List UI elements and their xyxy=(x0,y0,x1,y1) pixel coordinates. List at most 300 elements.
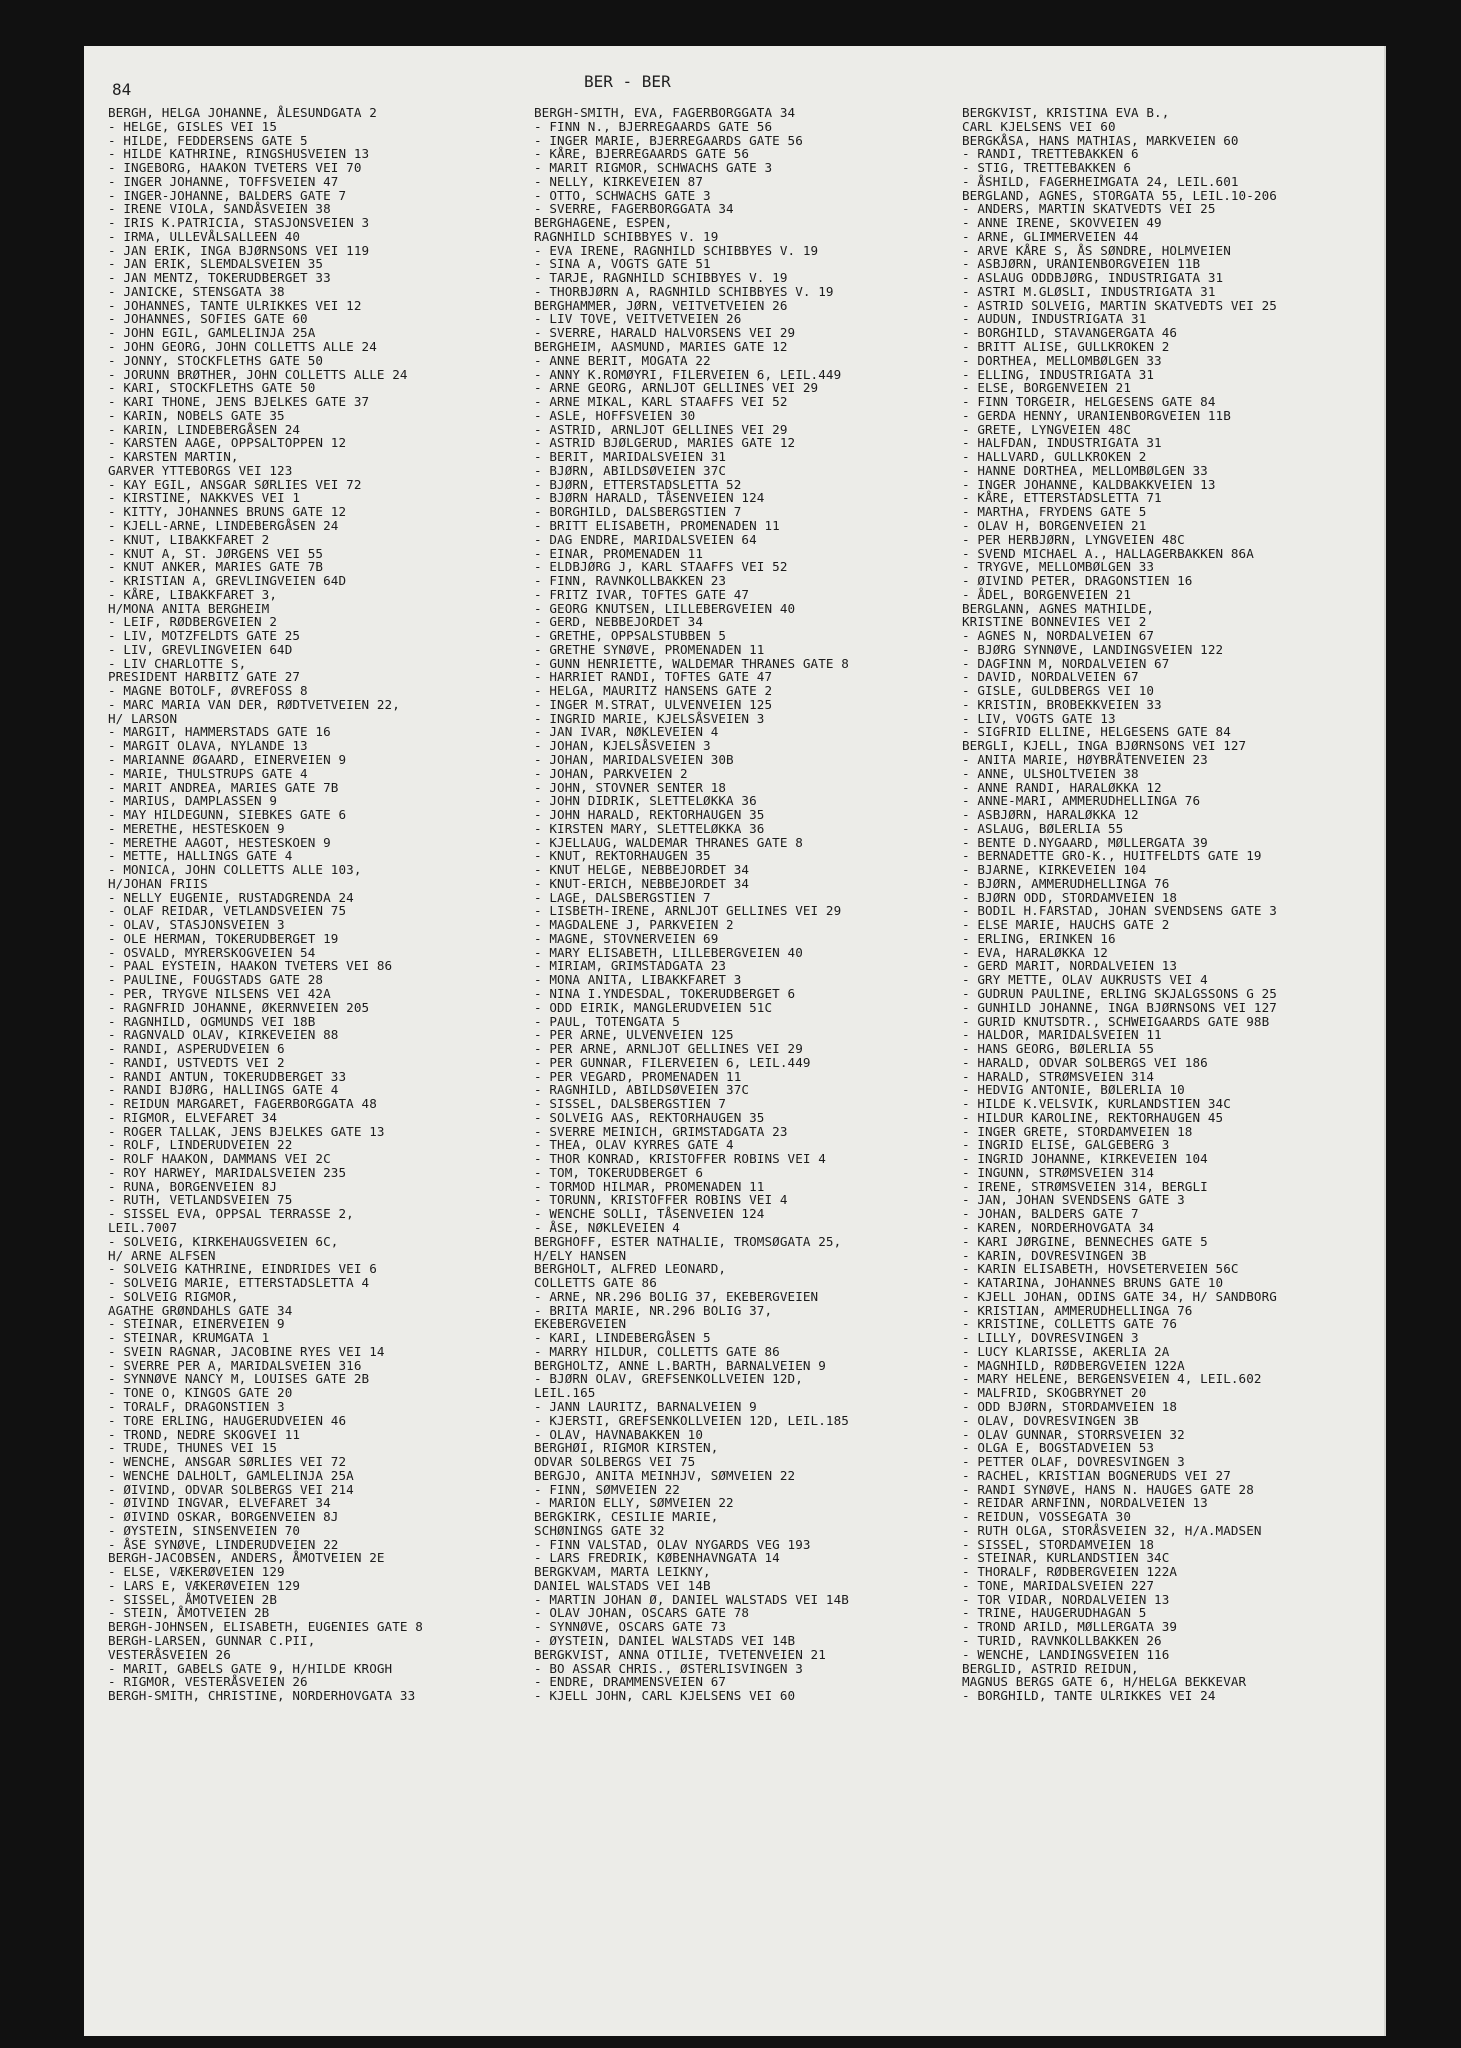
directory-entry-line: - JOHN HARALD, REKTORHAUGEN 35 xyxy=(534,807,765,823)
directory-entry-line: GARVER YTTEBORGS VEI 123 xyxy=(108,462,293,478)
directory-entry-line: - BERNADETTE GRO-K., HUITFELDTS GATE 19 xyxy=(962,848,1262,864)
directory-entry-line: - PER ARNE, ARNLJOT GELLINES VEI 29 xyxy=(534,1041,803,1057)
directory-entry-line: - KARI THONE, JENS BJELKES GATE 37 xyxy=(108,394,370,410)
directory-entry-line: - SINA A, VOGTS GATE 51 xyxy=(534,256,711,272)
directory-entry-line: - KÅRE, LIBAKKFARET 3, xyxy=(108,586,278,602)
directory-entry-line: - JOHN DIDRIK, SLETTELØKKA 36 xyxy=(534,793,757,809)
directory-entry-line: - ÅSE SYNØVE, LINDERUDVEIEN 22 xyxy=(108,1536,339,1552)
directory-entry-line: - EVA, HARALØKKA 12 xyxy=(962,944,1108,960)
directory-entry-line: - LISBETH-IRENE, ARNLJOT GELLINES VEI 29 xyxy=(534,903,842,919)
directory-entry-line: - INGER-JOHANNE, BALDERS GATE 7 xyxy=(108,187,347,203)
directory-entry-line: - INGRID ELISE, GALGEBERG 3 xyxy=(962,1137,1170,1153)
directory-entry-line: - FINN N., BJERREGAARDS GATE 56 xyxy=(534,118,773,134)
directory-entry-line: - KNUT ANKER, MARIES GATE 7B xyxy=(108,559,324,575)
directory-entry-line: - OLAF REIDAR, VETLANDSVEIEN 75 xyxy=(108,903,347,919)
directory-entry-line: - TRINE, HAUGERUDHAGAN 5 xyxy=(962,1605,1147,1621)
directory-entry-line: - NINA I.YNDESDAL, TOKERUDBERGET 6 xyxy=(534,986,796,1001)
directory-entry-line: - BERIT, MARIDALSVEIEN 31 xyxy=(534,449,727,465)
directory-entry-line: - MARTIN JOHAN Ø, DANIEL WALSTADS VEI 14B xyxy=(534,1591,849,1607)
directory-entry-line: - LARS E, VÆKERØVEIEN 129 xyxy=(108,1577,301,1593)
directory-entry-line: - KIRSTEN MARY, SLETTELØKKA 36 xyxy=(534,820,765,836)
directory-entry-line: - BJARNE, KIRKEVEIEN 104 xyxy=(962,862,1147,878)
directory-entry-line: BERGJO, ANITA MEINHJV, SØMVEIEN 22 xyxy=(534,1467,796,1483)
directory-entry-line: H/JOHAN FRIIS xyxy=(108,875,208,891)
directory-entry-line: - JOHN, STOVNER SENTER 18 xyxy=(534,779,727,795)
directory-entry-line: - ENDRE, DRAMMENSVEIEN 67 xyxy=(534,1674,727,1690)
directory-entry-line: - MARIANNE ØGAARD, EINERVEIEN 9 xyxy=(108,751,347,767)
directory-entry-line: - HILDE K.VELSVIK, KURLANDSTIEN 34C xyxy=(962,1096,1231,1112)
directory-entry-line: - RIGMOR, VESTERÅSVEIEN 26 xyxy=(108,1674,308,1690)
directory-entry-line: - KARIN, NOBELS GATE 35 xyxy=(108,407,285,423)
directory-entry-line: - SVEND MICHAEL A., HALLAGERBAKKEN 86A xyxy=(962,545,1254,561)
directory-entry-line: - SISSEL, DALSBERGSTIEN 7 xyxy=(534,1096,727,1112)
directory-entry-line: - ERLING, ERINKEN 16 xyxy=(962,930,1116,946)
directory-entry-line: H/ELY HANSEN xyxy=(534,1247,627,1263)
directory-entry-line: - ANDERS, MARTIN SKATVEDTS VEI 25 xyxy=(962,201,1216,217)
directory-entry-line: H/ ARNE ALFSEN xyxy=(108,1247,216,1263)
directory-entry-line: - TOM, TOKERUDBERGET 6 xyxy=(534,1164,704,1180)
directory-entry-line: - ANNE RANDI, HARALØKKA 12 xyxy=(962,779,1162,795)
directory-entry-line: - INGER JOHANNE, KALDBAKKVEIEN 13 xyxy=(962,476,1216,492)
directory-entry-line: - REIDAR ARNFINN, NORDALVEIEN 13 xyxy=(962,1495,1208,1511)
directory-entry-line: - INGRID MARIE, KJELSÅSVEIEN 3 xyxy=(534,710,765,726)
directory-entry-line: - JOHAN, MARIDALSVEIEN 30B xyxy=(534,751,734,767)
directory-entry-line: - GISLE, GULDBERGS VEI 10 xyxy=(962,683,1155,699)
directory-entry-line: - ODD BJØRN, STORDAMVEIEN 18 xyxy=(962,1398,1178,1414)
directory-entry-line: CARL KJELSENS VEI 60 xyxy=(962,118,1116,134)
directory-entry-line: - JAN IVAR, NØKLEVEIEN 4 xyxy=(534,724,719,740)
directory-entry-line: - GERD, NEBBEJORDET 34 xyxy=(534,614,704,630)
directory-entry-line: - LIV, VOGTS GATE 13 xyxy=(962,710,1116,726)
directory-entry-line: - KNUT-ERICH, NEBBEJORDET 34 xyxy=(534,875,750,891)
directory-entry-line: - STEINAR, KURLANDSTIEN 34C xyxy=(962,1550,1170,1566)
directory-entry-line: - MALFRID, SKOGBRYNET 20 xyxy=(962,1385,1147,1401)
directory-entry-line: - ROLF, LINDERUDVEIEN 22 xyxy=(108,1137,293,1153)
directory-entry-line: - SVERRE, HARALD HALVORSENS VEI 29 xyxy=(534,325,796,341)
directory-entry-line: - TONE O, KINGOS GATE 20 xyxy=(108,1385,293,1401)
directory-entry-line: - KÅRE, ETTERSTADSLETTA 71 xyxy=(962,490,1162,506)
directory-entry-line: - JANN LAURITZ, BARNALVEIEN 9 xyxy=(534,1398,757,1414)
directory-entry-line: - BORGHILD, TANTE ULRIKKES VEI 24 xyxy=(962,1688,1216,1704)
directory-entry-line: - ARNE, GLIMMERVEIEN 44 xyxy=(962,228,1139,244)
directory-entry-line: - ÅSE, NØKLEVEIEN 4 xyxy=(534,1220,680,1236)
directory-entry-line: - ASTRID, ARNLJOT GELLINES VEI 29 xyxy=(534,421,788,437)
directory-entry-line: - STEINAR, EINERVEIEN 9 xyxy=(108,1316,285,1332)
directory-entry-line: - JOHN GEORG, JOHN COLLETTS ALLE 24 xyxy=(108,339,377,355)
directory-entry-line: - PER GUNNAR, FILERVEIEN 6, LEIL.449 xyxy=(534,1054,811,1070)
directory-entry-line: - KARIN ELISABETH, HOVSETERVEIEN 56C xyxy=(962,1261,1239,1277)
directory-entry-line: - LUCY KLARISSE, AKERLIA 2A xyxy=(962,1343,1170,1359)
directory-entry-line: - MONICA, JOHN COLLETTS ALLE 103, xyxy=(108,862,362,878)
directory-entry-line: - HILDE, FEDDERSENS GATE 5 xyxy=(108,132,308,148)
directory-entry-line: - RIGMOR, ELVEFARET 34 xyxy=(108,1109,278,1125)
directory-entry-line: - HELGA, MAURITZ HANSENS GATE 2 xyxy=(534,683,773,699)
directory-entry-line: - ANITA MARIE, HØYBRÅTENVEIEN 23 xyxy=(962,751,1208,767)
directory-entry-line: - KAREN, NORDERHOVGATA 34 xyxy=(962,1220,1155,1236)
directory-entry-line: - MARIT ANDREA, MARIES GATE 7B xyxy=(108,779,339,795)
directory-entry-line: - SOLVEIG KATHRINE, EINDRIDES VEI 6 xyxy=(108,1261,377,1277)
directory-entry-line: - TRUDE, THUNES VEI 15 xyxy=(108,1440,278,1456)
directory-entry-line: BERGH-LARSEN, GUNNAR C.PII, xyxy=(108,1632,316,1648)
directory-entry-line: - FINN VALSTAD, OLAV NYGARDS VEG 193 xyxy=(534,1536,811,1552)
directory-entry-line: - SOLVEIG, KIRKEHAUGSVEIEN 6C, xyxy=(108,1233,339,1249)
directory-entry-line: - BRITT ALISE, GULLKROKEN 2 xyxy=(962,339,1170,355)
directory-entry-line: - NELLY EUGENIE, RUSTADGRENDA 24 xyxy=(108,889,354,905)
directory-entry-line: - ANNE IRENE, SKOVVEIEN 49 xyxy=(962,215,1162,231)
directory-entry-line: - ELSE MARIE, HAUCHS GATE 2 xyxy=(962,917,1170,933)
directory-entry-line: - RUTH, VETLANDSVEIEN 75 xyxy=(108,1192,293,1208)
directory-entry-line: - KRISTINE, COLLETTS GATE 76 xyxy=(962,1316,1178,1332)
directory-entry-line: - PER HERBJØRN, LYNGVEIEN 48C xyxy=(962,531,1185,547)
directory-entry-line: - REIDUN MARGARET, FAGERBORGGATA 48 xyxy=(108,1096,377,1112)
directory-entry-line: - WENCHE, LANDINGSVEIEN 116 xyxy=(962,1646,1170,1662)
directory-entry-line: - MARGIT OLAVA, NYLANDE 13 xyxy=(108,738,308,754)
directory-entry-line: - TOR VIDAR, NORDALVEIEN 13 xyxy=(962,1591,1170,1607)
directory-entry-line: ODVAR SOLBERGS VEI 75 xyxy=(534,1454,696,1470)
directory-entry-line: - HILDE KATHRINE, RINGSHUSVEIEN 13 xyxy=(108,146,370,162)
directory-entry-line: BERGH-JACOBSEN, ANDERS, ÅMOTVEIEN 2E xyxy=(108,1550,385,1566)
directory-entry-line: - GERDA HENNY, URANIENBORGVEIEN 11B xyxy=(962,407,1231,423)
directory-entry-line: - ROY HARWEY, MARIDALSVEIEN 235 xyxy=(108,1164,347,1180)
directory-entry-line: - OLAV, DOVRESVINGEN 3B xyxy=(962,1412,1139,1428)
directory-entry-line: - INGUNN, STRØMSVEIEN 314 xyxy=(962,1164,1155,1180)
directory-entry-line: - MARIUS, DAMPLASSEN 9 xyxy=(108,793,278,809)
directory-entry-line: - INGER MARIE, BJERREGAARDS GATE 56 xyxy=(534,132,803,148)
directory-entry-line: - KJELLAUG, WALDEMAR THRANES GATE 8 xyxy=(534,834,803,850)
directory-entry-line: - JOHAN, KJELSÅSVEIEN 3 xyxy=(534,738,711,754)
directory-entry-line: - GUNN HENRIETTE, WALDEMAR THRANES GATE 8 xyxy=(534,655,849,671)
directory-entry-line: - LAGE, DALSBERGSTIEN 7 xyxy=(534,889,711,905)
directory-entry-line: - KARSTEN MARTIN, xyxy=(108,449,239,465)
directory-entry-line: - KARI, LINDEBERGÅSEN 5 xyxy=(534,1330,711,1346)
directory-entry-line: - MARIE, THULSTRUPS GATE 4 xyxy=(108,765,308,781)
directory-entry-line: - SISSEL, STORDAMVEIEN 18 xyxy=(962,1536,1155,1552)
directory-entry-line: - EVA IRENE, RAGNHILD SCHIBBYES V. 19 xyxy=(534,242,819,258)
directory-entry-line: - KJELL-ARNE, LINDEBERGÅSEN 24 xyxy=(108,517,339,533)
directory-entry-line: - ARNE MIKAL, KARL STAAFFS VEI 52 xyxy=(534,394,788,410)
directory-entry-line: MAGNUS BERGS GATE 6, H/HELGA BEKKEVAR xyxy=(962,1674,1247,1690)
directory-entry-line: - MARTHA, FRYDENS GATE 5 xyxy=(962,504,1147,520)
directory-entry-line: - TORE ERLING, HAUGERUDVEIEN 46 xyxy=(108,1412,347,1428)
directory-entry-line: - ARVE KÅRE S, ÅS SØNDRE, HOLMVEIEN xyxy=(962,242,1231,258)
directory-entry-line: BERGKVIST, KRISTINA EVA B., xyxy=(962,105,1170,120)
directory-entry-line: - ØYSTEIN, DANIEL WALSTADS VEI 14B xyxy=(534,1632,796,1648)
directory-entry-line: - JOHAN, BALDERS GATE 7 xyxy=(962,1206,1139,1222)
directory-entry-line: - HELGE, GISLES VEI 15 xyxy=(108,118,278,134)
directory-entry-line: - OLGA E, BOGSTADVEIEN 53 xyxy=(962,1440,1155,1456)
directory-entry-line: - HALLVARD, GULLKROKEN 2 xyxy=(962,449,1147,465)
directory-entry-line: - HILDUR KAROLINE, REKTORHAUGEN 45 xyxy=(962,1109,1224,1125)
directory-entry-line: - LILLY, DOVRESVINGEN 3 xyxy=(962,1330,1139,1346)
directory-entry-line: - IRENE VIOLA, SANDÅSVEIEN 38 xyxy=(108,201,331,217)
directory-entry-line: - JONNY, STOCKFLETHS GATE 50 xyxy=(108,352,324,368)
directory-page xyxy=(84,46,1386,2036)
directory-entry-line: - ASLAUG, BØLERLIA 55 xyxy=(962,820,1124,836)
directory-entry-line: - BRITT ELISABETH, PROMENADEN 11 xyxy=(534,517,780,533)
directory-entry-line: - OLE HERMAN, TOKERUDBERGET 19 xyxy=(108,930,339,946)
directory-entry-line: PRESIDENT HARBITZ GATE 27 xyxy=(108,669,301,685)
directory-entry-line: - PAAL EYSTEIN, HAAKON TVETERS VEI 86 xyxy=(108,958,393,974)
directory-entry-line: - RANDI, USTVEDTS VEI 2 xyxy=(108,1054,285,1070)
directory-entry-line: - HANNE DORTHEA, MELLOMBØLGEN 33 xyxy=(962,462,1208,478)
directory-entry-line: - INGER M.STRAT, ULVENVEIEN 125 xyxy=(534,696,773,712)
directory-entry-line: - KÅRE, BJERREGAARDS GATE 56 xyxy=(534,146,750,162)
directory-entry-line: - TORALF, DRAGONSTIEN 3 xyxy=(108,1398,285,1414)
directory-entry-line: - OLAV JOHAN, OSCARS GATE 78 xyxy=(534,1605,750,1621)
directory-entry-line: - HALDOR, MARIDALSVEIEN 11 xyxy=(962,1027,1162,1043)
directory-entry-line: - KITTY, JOHANNES BRUNS GATE 12 xyxy=(108,504,347,520)
directory-entry-line: - GRETE, LYNGVEIEN 48C xyxy=(962,421,1132,437)
directory-entry-line: - OLAV, HAVNABAKKEN 10 xyxy=(534,1426,704,1442)
directory-entry-line: - NELLY, KIRKEVEIEN 87 xyxy=(534,173,704,189)
directory-entry-line: EKEBERGVEIEN xyxy=(534,1316,627,1332)
directory-entry-line: BERGH, HELGA JOHANNE, ÅLESUNDGATA 2 xyxy=(108,105,377,120)
directory-entry-line: - SVERRE, FAGERBORGGATA 34 xyxy=(534,201,734,217)
directory-entry-line: - THORALF, RØDBERGVEIEN 122A xyxy=(962,1564,1178,1580)
directory-entry-line: - BJØRN HARALD, TÅSENVEIEN 124 xyxy=(534,490,765,506)
directory-entry-line: - JOHANNES, SOFIES GATE 60 xyxy=(108,311,308,327)
directory-entry-line: - JOHANNES, TANTE ULRIKKES VEI 12 xyxy=(108,297,362,313)
directory-entry-line: - SISSEL EVA, OPPSAL TERRASSE 2, xyxy=(108,1206,354,1222)
directory-entry-line: SCHØNINGS GATE 32 xyxy=(534,1522,665,1538)
directory-entry-line: - KNUT, REKTORHAUGEN 35 xyxy=(534,848,711,864)
directory-entry-line: - RUTH OLGA, STORÅSVEIEN 32, H/A.MADSEN xyxy=(962,1522,1262,1538)
directory-entry-line: - KARI, STOCKFLETHS GATE 50 xyxy=(108,380,316,396)
directory-entry-line: - ØIVIND INGVAR, ELVEFARET 34 xyxy=(108,1495,331,1511)
directory-entry-line: - KNUT A, ST. JØRGENS VEI 55 xyxy=(108,545,324,561)
directory-entry-line: BERGHOLT, ALFRED LEONARD, xyxy=(534,1261,727,1277)
directory-entry-line: - LIV, MOTZFELDTS GATE 25 xyxy=(108,628,301,644)
directory-entry-line: BERGH-SMITH, CHRISTINE, NORDERHOVGATA 33 xyxy=(108,1688,416,1704)
directory-entry-line: - JORUNN BRØTHER, JOHN COLLETTS ALLE 24 xyxy=(108,366,408,382)
directory-entry-line: - ØIVIND PETER, DRAGONSTIEN 16 xyxy=(962,573,1193,589)
directory-entry-line: - WENCHE, ANSGAR SØRLIES VEI 72 xyxy=(108,1454,347,1470)
directory-entry-line: - RAGNHILD, ABILDSØVEIEN 37C xyxy=(534,1082,750,1098)
directory-entry-line: - ØIVIND OSKAR, BORGENVEIEN 8J xyxy=(108,1509,339,1525)
directory-entry-line: - ELSE, VÆKERØVEIEN 129 xyxy=(108,1564,285,1580)
directory-entry-line: - JANICKE, STENSGATA 38 xyxy=(108,283,285,299)
directory-entry-line: - ROGER TALLAK, JENS BJELKES GATE 13 xyxy=(108,1123,385,1139)
directory-column-2 xyxy=(534,106,954,1703)
directory-entry-line: - IRENE, STRØMSVEIEN 314, BERGLI xyxy=(962,1178,1208,1194)
directory-entry-line: - ELDBJØRG J, KARL STAAFFS VEI 52 xyxy=(534,559,788,575)
directory-entry-line: - FINN TORGEIR, HELGESENS GATE 84 xyxy=(962,394,1216,410)
directory-entry-line: - TROND ARILD, MØLLERGATA 39 xyxy=(962,1619,1178,1635)
directory-entry-line: - MARIT RIGMOR, SCHWACHS GATE 3 xyxy=(534,160,773,176)
directory-entry-line: - RUNA, BORGENVEIEN 8J xyxy=(108,1178,278,1194)
directory-entry-line: - METTE, HALLINGS GATE 4 xyxy=(108,848,293,864)
directory-entry-line: BERGHEIM, AASMUND, MARIES GATE 12 xyxy=(534,339,788,355)
directory-entry-line: - TARJE, RAGNHILD SCHIBBYES V. 19 xyxy=(534,270,788,286)
directory-entry-line: - BJØRN ODD, STORDAMVEIEN 18 xyxy=(962,889,1178,905)
directory-entry-line: KRISTINE BONNEVIES VEI 2 xyxy=(962,614,1147,630)
directory-entry-line: - FRITZ IVAR, TOFTES GATE 47 xyxy=(534,586,750,602)
directory-entry-line: - SYNNØVE NANCY M, LOUISES GATE 2B xyxy=(108,1371,370,1387)
directory-entry-line: - TROND, NEDRE SKOGVEI 11 xyxy=(108,1426,301,1442)
directory-entry-line: - RANDI BJØRG, HALLINGS GATE 4 xyxy=(108,1082,339,1098)
directory-entry-line: - ROLF HAAKON, DAMMANS VEI 2C xyxy=(108,1151,331,1167)
directory-column-1 xyxy=(108,106,528,1703)
directory-entry-line: - GURID KNUTSDTR., SCHWEIGAARDS GATE 98B xyxy=(962,1013,1270,1029)
directory-entry-line: - SVEIN RAGNAR, JACOBINE RYES VEI 14 xyxy=(108,1343,385,1359)
directory-entry-line: - PER ARNE, ULVENVEIEN 125 xyxy=(534,1027,734,1043)
directory-entry-line: - RACHEL, KRISTIAN BOGNERUDS VEI 27 xyxy=(962,1467,1231,1483)
directory-entry-line: - SISSEL, ÅMOTVEIEN 2B xyxy=(108,1591,278,1607)
directory-entry-line: - BENTE D.NYGAARD, MØLLERGATA 39 xyxy=(962,834,1208,850)
directory-entry-line: - GRETHE SYNØVE, PROMENADEN 11 xyxy=(534,641,765,657)
directory-entry-line: - KRISTIAN, AMMERUDHELLINGA 76 xyxy=(962,1302,1193,1318)
directory-entry-line: - MARION ELLY, SØMVEIEN 22 xyxy=(534,1495,734,1511)
directory-entry-line: - DAVID, NORDALVEIEN 67 xyxy=(962,669,1139,685)
directory-entry-line: - SYNNØVE, OSCARS GATE 73 xyxy=(534,1619,727,1635)
directory-entry-line: - DORTHEA, MELLOMBØLGEN 33 xyxy=(962,352,1162,368)
directory-entry-line: - KAY EGIL, ANSGAR SØRLIES VEI 72 xyxy=(108,476,362,492)
directory-entry-line: - OLAV GUNNAR, STORRSVEIEN 32 xyxy=(962,1426,1185,1442)
directory-entry-line: - RANDI, TRETTEBAKKEN 6 xyxy=(962,146,1139,162)
directory-entry-line: - KARIN, DOVRESVINGEN 3B xyxy=(962,1247,1147,1263)
directory-entry-line: - IRIS K.PATRICIA, STASJONSVEIEN 3 xyxy=(108,215,370,231)
directory-entry-line: - HARALD, ODVAR SOLBERGS VEI 186 xyxy=(962,1054,1208,1070)
directory-entry-line: - TORUNN, KRISTOFFER ROBINS VEI 4 xyxy=(534,1192,788,1208)
directory-entry-line: - LEIF, RØDBERGVEIEN 2 xyxy=(108,614,278,630)
directory-entry-line: BERGHOLTZ, ANNE L.BARTH, BARNALVEIEN 9 xyxy=(534,1357,826,1373)
directory-entry-line: - JOHN EGIL, GAMLELINJA 25A xyxy=(108,325,316,341)
directory-entry-line: BERGKVIST, ANNA OTILIE, TVETENVEIEN 21 xyxy=(534,1646,826,1662)
directory-entry-line: - JAN, JOHAN SVENDSENS GATE 3 xyxy=(962,1192,1185,1208)
directory-entry-line: - PER, TRYGVE NILSENS VEI 42A xyxy=(108,986,331,1001)
directory-entry-line: - INGER JOHANNE, TOFFSVEIEN 47 xyxy=(108,173,339,189)
directory-entry-line: - LARS FREDRIK, KØBENHAVNGATA 14 xyxy=(534,1550,780,1566)
directory-entry-line: - DAGFINN M, NORDALVEIEN 67 xyxy=(962,655,1170,671)
directory-entry-line: - LIV CHARLOTTE S, xyxy=(108,655,247,671)
directory-entry-line: - TONE, MARIDALSVEIEN 227 xyxy=(962,1577,1155,1593)
directory-entry-line: - KARI JØRGINE, BENNECHES GATE 5 xyxy=(962,1233,1208,1249)
directory-entry-line: - HANS GEORG, BØLERLIA 55 xyxy=(962,1041,1155,1057)
directory-entry-line: - STIG, TRETTEBAKKEN 6 xyxy=(962,160,1132,176)
directory-entry-line: - JAN MENTZ, TOKERUDBERGET 33 xyxy=(108,270,331,286)
directory-entry-line: - HARRIET RANDI, TOFTES GATE 47 xyxy=(534,669,773,685)
directory-entry-line: - GUNHILD JOHANNE, INGA BJØRNSONS VEI 127 xyxy=(962,999,1277,1015)
directory-entry-line: - RAGNFRID JOHANNE, ØKERNVEIEN 205 xyxy=(108,999,370,1015)
directory-entry-line: - TURID, RAVNKOLLBAKKEN 26 xyxy=(962,1632,1162,1648)
directory-entry-line: - BJØRN, ABILDSØVEIEN 37C xyxy=(534,462,727,478)
directory-entry-line: - SOLVEIG RIGMOR, xyxy=(108,1288,239,1304)
directory-entry-line: - SOLVEIG MARIE, ETTERSTADSLETTA 4 xyxy=(108,1275,370,1291)
directory-entry-line: - MERETHE, HESTESKOEN 9 xyxy=(108,820,285,836)
directory-entry-line: - KARIN, LINDEBERGÅSEN 24 xyxy=(108,421,301,437)
directory-entry-line: - MARIT, GABELS GATE 9, H/HILDE KROGH xyxy=(108,1660,393,1676)
directory-entry-line: - ARNE, NR.296 BOLIG 37, EKEBERGVEIEN xyxy=(534,1288,819,1304)
directory-entry-line: - KARSTEN AAGE, OPPSALTOPPEN 12 xyxy=(108,435,347,451)
directory-entry-line: - HARALD, STRØMSVEIEN 314 xyxy=(962,1068,1155,1084)
directory-entry-line: DANIEL WALSTADS VEI 14B xyxy=(534,1577,711,1593)
directory-entry-line: - SVERRE PER A, MARIDALSVEIEN 316 xyxy=(108,1357,362,1373)
directory-entry-line: - MARY HELENE, BERGENSVEIEN 4, LEIL.602 xyxy=(962,1371,1262,1387)
directory-entry-line: - OLAV H, BORGENVEIEN 21 xyxy=(962,517,1147,533)
directory-entry-line: - KRISTIAN A, GREVLINGVEIEN 64D xyxy=(108,573,347,589)
directory-entry-line: - GRY METTE, OLAV AUKRUSTS VEI 4 xyxy=(962,972,1208,988)
directory-entry-line: - DAG ENDRE, MARIDALSVEIEN 64 xyxy=(534,531,757,547)
directory-entry-line: COLLETTS GATE 86 xyxy=(534,1275,657,1291)
directory-entry-line: - RAGNHILD, OGMUNDS VEI 18B xyxy=(108,1013,316,1029)
directory-entry-line: BERGKVAM, MARTA LEIKNY, xyxy=(534,1564,711,1580)
directory-entry-line: H/ LARSON xyxy=(108,710,178,726)
directory-entry-line: - STEINAR, KRUMGATA 1 xyxy=(108,1330,270,1346)
directory-entry-line: - RAGNVALD OLAV, KIRKEVEIEN 88 xyxy=(108,1027,339,1043)
directory-entry-line: - ANNE-MARI, AMMERUDHELLINGA 76 xyxy=(962,793,1201,809)
directory-entry-line: RAGNHILD SCHIBBYES V. 19 xyxy=(534,228,719,244)
directory-entry-line: - MARY ELISABETH, LILLEBERGVEIEN 40 xyxy=(534,944,803,960)
running-head: BER - BER xyxy=(584,72,671,91)
directory-entry-line: - RANDI ANTUN, TOKERUDBERGET 33 xyxy=(108,1068,347,1084)
directory-entry-line: - WENCHE DALHOLT, GAMLELINJA 25A xyxy=(108,1467,354,1483)
directory-entry-line: - BORGHILD, STAVANGERGATA 46 xyxy=(962,325,1178,341)
directory-entry-line: - ANNY K.ROMØYRI, FILERVEIEN 6, LEIL.449 xyxy=(534,366,842,382)
directory-entry-line: - BORGHILD, DALSBERGSTIEN 7 xyxy=(534,504,742,520)
directory-entry-line: - THORBJØRN A, RAGNHILD SCHIBBYES V. 19 xyxy=(534,283,834,299)
directory-entry-line: - MAGDALENE J, PARKVEIEN 2 xyxy=(534,917,734,933)
directory-entry-line: - ELLING, INDUSTRIGATA 31 xyxy=(962,366,1155,382)
directory-entry-line: BERGH-JOHNSEN, ELISABETH, EUGENIES GATE 8 xyxy=(108,1619,423,1635)
directory-entry-line: H/MONA ANITA BERGHEIM xyxy=(108,600,270,616)
directory-entry-line: - REIDUN, VOSSEGATA 30 xyxy=(962,1509,1132,1525)
directory-entry-line: - KNUT, LIBAKKFARET 2 xyxy=(108,531,270,547)
page-number: 84 xyxy=(112,80,132,99)
directory-entry-line: - ØIVIND, ODVAR SOLBERGS VEI 214 xyxy=(108,1481,354,1497)
directory-entry-line: - PETTER OLAF, DOVRESVINGEN 3 xyxy=(962,1454,1185,1470)
directory-entry-line: - MIRIAM, GRIMSTADGATA 23 xyxy=(534,958,727,974)
directory-entry-line: LEIL.165 xyxy=(534,1385,596,1401)
directory-entry-line: - JAN ERIK, SLEMDALSVEIEN 35 xyxy=(108,256,324,272)
directory-entry-line: - LIV, GREVLINGVEIEN 64D xyxy=(108,641,293,657)
directory-entry-line: - BJØRN OLAV, GREFSENKOLLVEIEN 12D, xyxy=(534,1371,803,1387)
directory-entry-line: - KRISTIN, BROBEKKVEIEN 33 xyxy=(962,696,1162,712)
directory-entry-line: - SIGFRID ELLINE, HELGESENS GATE 84 xyxy=(962,724,1231,740)
directory-entry-line: - INGEBORG, HAAKON TVETERS VEI 70 xyxy=(108,160,362,176)
directory-entry-line: AGATHE GRØNDAHLS GATE 34 xyxy=(108,1302,293,1318)
directory-entry-line: - GERD MARIT, NORDALVEIEN 13 xyxy=(962,958,1178,974)
directory-entry-line: - BJØRG SYNNØVE, LANDINGSVEIEN 122 xyxy=(962,641,1224,657)
directory-entry-line: BERGLID, ASTRID REIDUN, xyxy=(962,1660,1139,1676)
directory-entry-line: - OLAV, STASJONSVEIEN 3 xyxy=(108,917,285,933)
directory-entry-line: - ODD EIRIK, MANGLERUDVEIEN 51C xyxy=(534,999,773,1015)
directory-entry-line: - AUDUN, INDUSTRIGATA 31 xyxy=(962,311,1147,327)
directory-entry-line: - OSVALD, MYRERSKOGVEIEN 54 xyxy=(108,944,316,960)
directory-entry-line: BERGKIRK, CESILIE MARIE, xyxy=(534,1509,719,1525)
directory-entry-line: BERGHOFF, ESTER NATHALIE, TROMSØGATA 25, xyxy=(534,1233,842,1249)
directory-entry-line: - ÅSHILD, FAGERHEIMGATA 24, LEIL.601 xyxy=(962,173,1239,189)
directory-entry-line: - MERETHE AAGOT, HESTESKOEN 9 xyxy=(108,834,331,850)
directory-entry-line: - PER VEGARD, PROMENADEN 11 xyxy=(534,1068,742,1084)
directory-entry-line: - KIRSTINE, NAKKVES VEI 1 xyxy=(108,490,301,506)
directory-entry-line: - TRYGVE, MELLOMBØLGEN 33 xyxy=(962,559,1155,575)
directory-entry-line: - SOLVEIG AAS, REKTORHAUGEN 35 xyxy=(534,1109,765,1125)
directory-entry-line: - MARC MARIA VAN DER, RØDTVETVEIEN 22, xyxy=(108,696,400,712)
directory-entry-line: - MAY HILDEGUNN, SIEBKES GATE 6 xyxy=(108,807,347,823)
directory-entry-line: - KJELL JOHAN, ODINS GATE 34, H/ SANDBORG xyxy=(962,1288,1277,1304)
directory-entry-line: BERGH-SMITH, EVA, FAGERBORGGATA 34 xyxy=(534,105,796,120)
directory-entry-line: - ASBJØRN, URANIENBORGVEIEN 11B xyxy=(962,256,1201,272)
directory-entry-line: BERGHAMMER, JØRN, VEITVETVEIEN 26 xyxy=(534,297,788,313)
directory-entry-line: - KNUT HELGE, NEBBEJORDET 34 xyxy=(534,862,750,878)
directory-entry-line: - ARNE GEORG, ARNLJOT GELLINES VEI 29 xyxy=(534,380,819,396)
directory-entry-line: BERGKÅSA, HANS MATHIAS, MARKVEIEN 60 xyxy=(962,132,1239,148)
directory-entry-line: - ANNE BERIT, MOGATA 22 xyxy=(534,352,711,368)
directory-entry-line: - KJERSTI, GREFSENKOLLVEIEN 12D, LEIL.185 xyxy=(534,1412,849,1428)
directory-entry-line: - BO ASSAR CHRIS., ØSTERLISVINGEN 3 xyxy=(534,1660,803,1676)
directory-entry-line: - EINAR, PROMENADEN 11 xyxy=(534,545,704,561)
directory-entry-line: - IRMA, ULLEVÅLSALLEEN 40 xyxy=(108,228,301,244)
